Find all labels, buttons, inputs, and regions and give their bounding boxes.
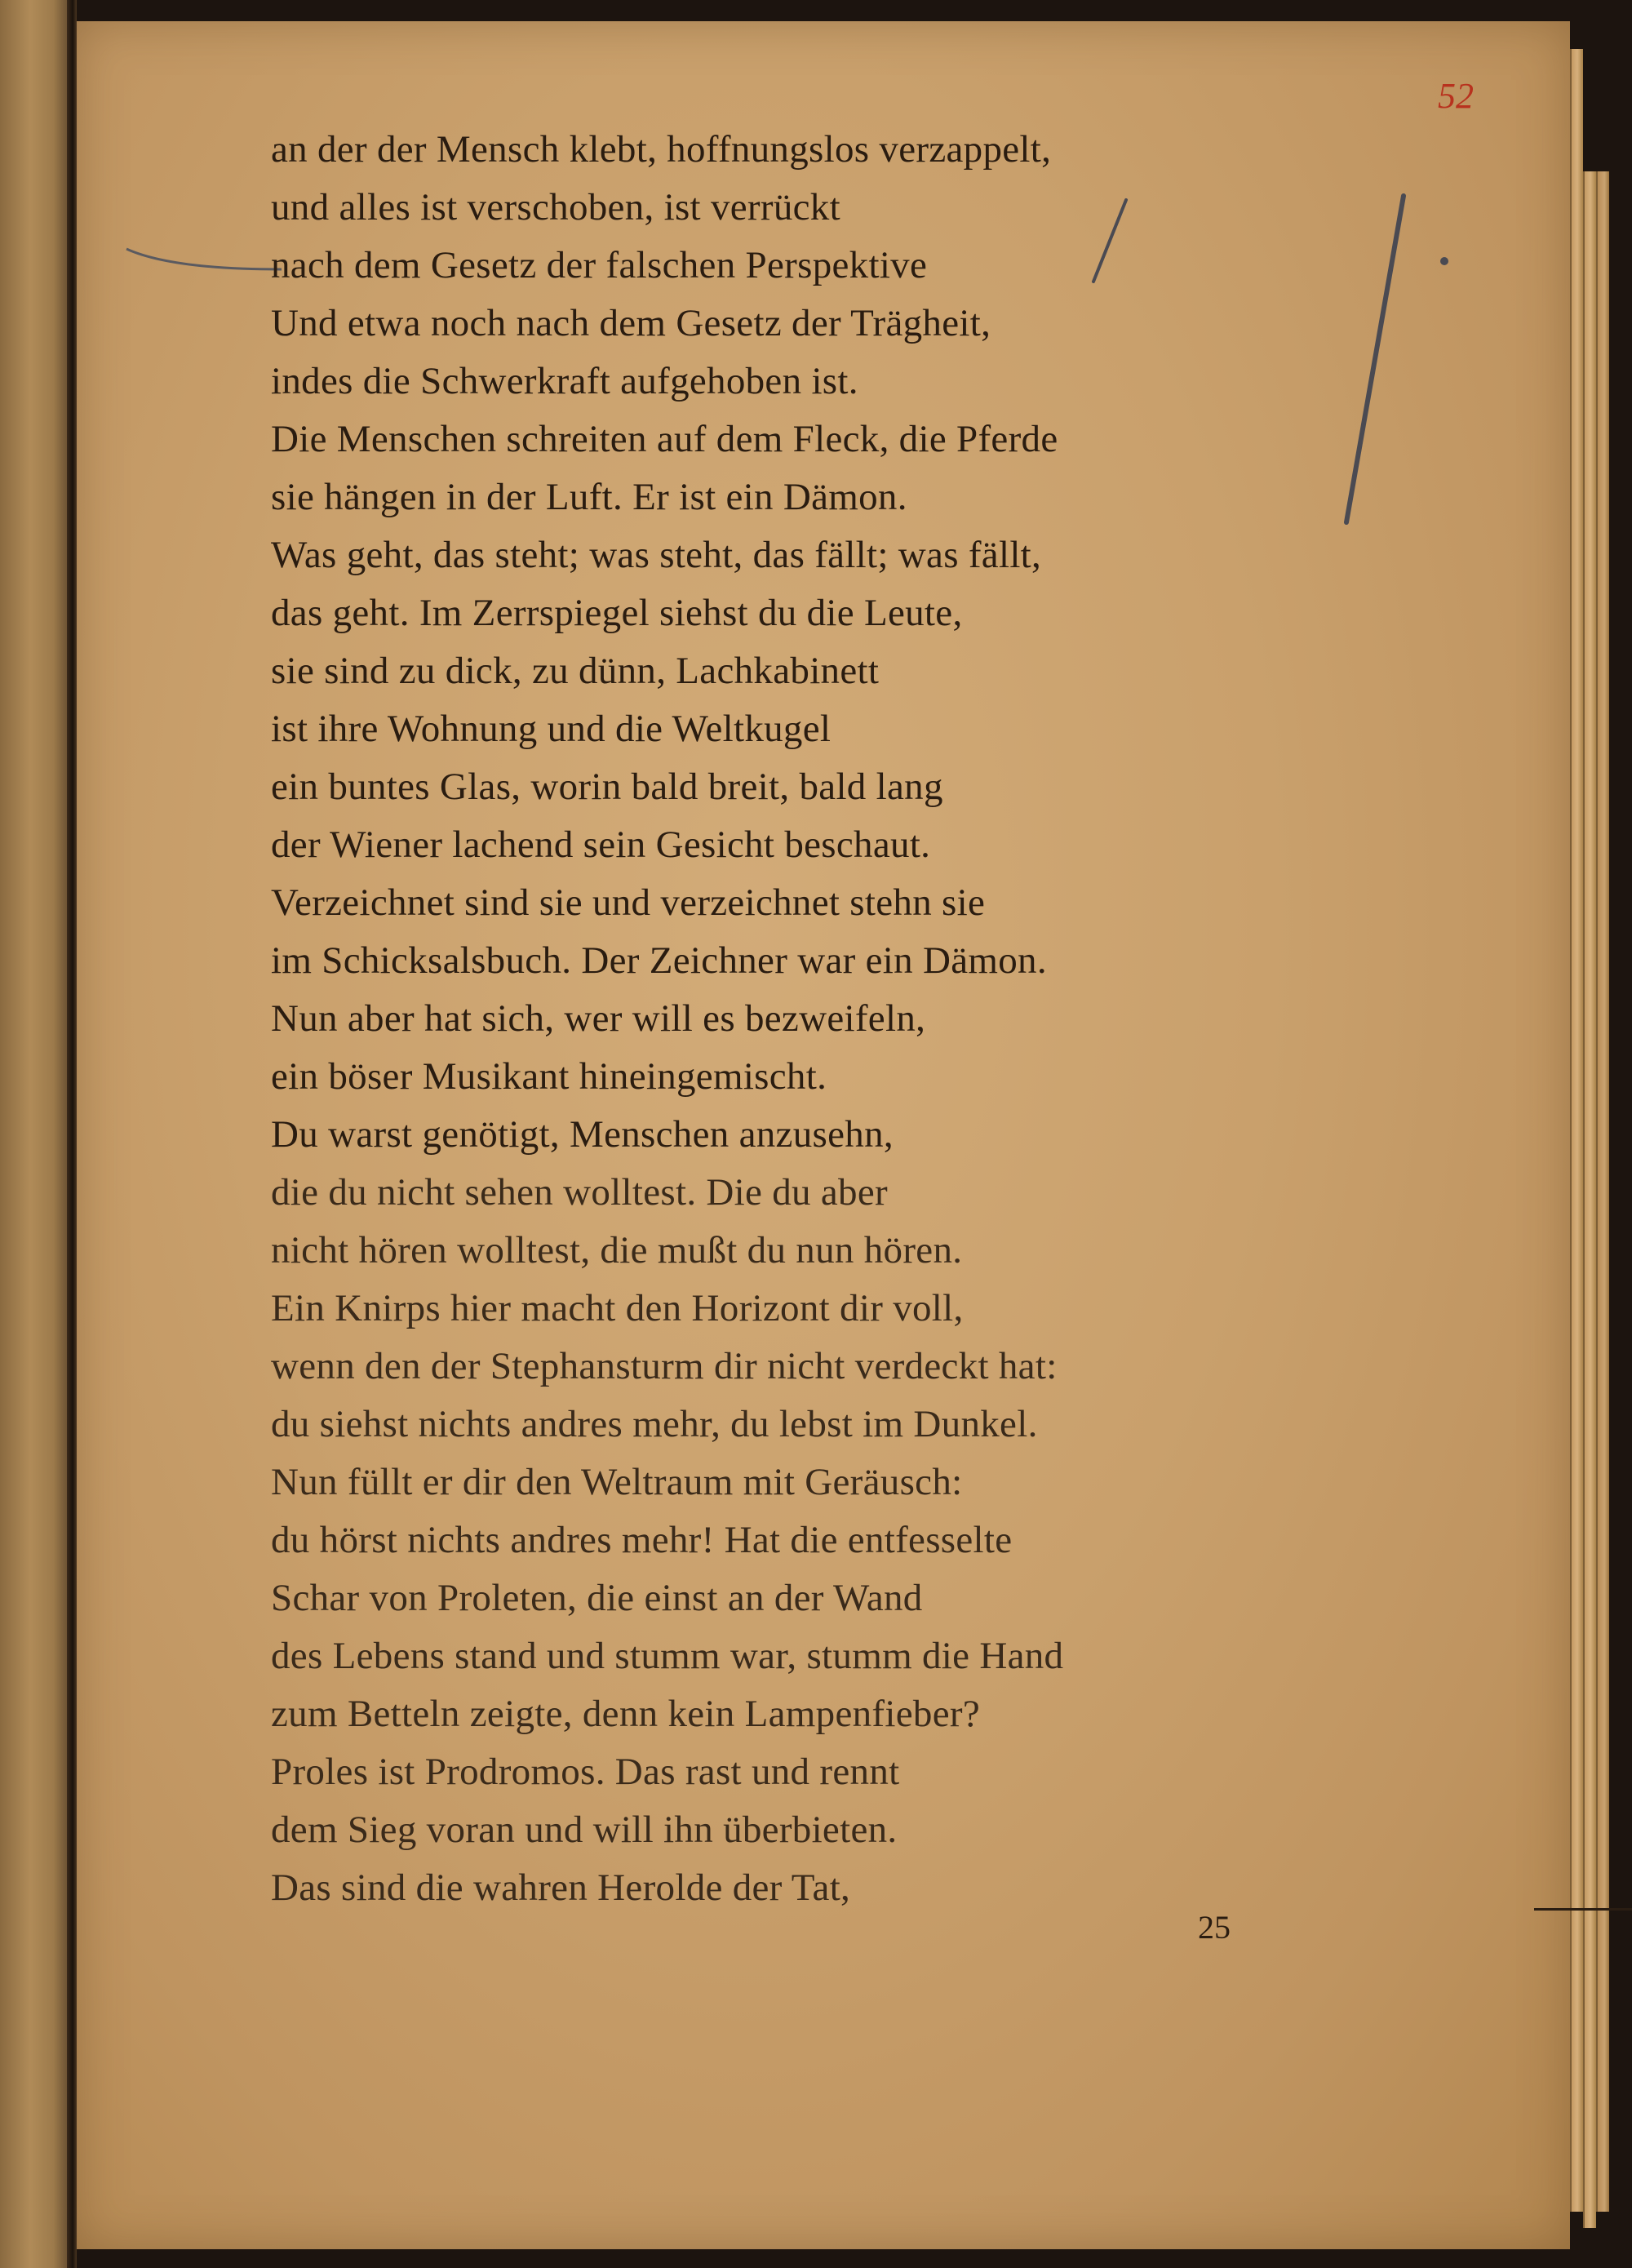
text-line: an der der Mensch klebt, hoffnungslos verzappelt,: [271, 128, 1052, 171]
text-line: wenn den der Stephansturm dir nicht verdeckt hat:: [271, 1345, 1058, 1387]
text-line: zum Betteln zeigte, denn kein Lampenfieber?: [271, 1693, 980, 1735]
page-edge: [1583, 171, 1596, 2228]
text-line: nach dem Gesetz der falschen Perspektive: [271, 244, 928, 286]
text-line: du siehst nichts andres mehr, du lebst im Dunkel.: [271, 1403, 1038, 1445]
text-line: nicht hören wolltest, die mußt du nun hören.: [271, 1229, 963, 1272]
folio-annotation: 52: [1438, 76, 1474, 116]
text-line: der Wiener lachend sein Gesicht beschaut.: [271, 823, 931, 866]
text-line: Verzeichnet sind sie und verzeichnet stehn sie: [271, 881, 986, 924]
text-line: das geht. Im Zerrspiegel siehst du die Leute,: [271, 592, 963, 634]
poem-text-block: [271, 121, 1356, 1917]
text-line: Nun aber hat sich, wer will es bezweifeln,: [271, 997, 926, 1040]
text-line: indes die Schwerkraft aufgehoben ist.: [271, 360, 858, 402]
text-line: die du nicht sehen wolltest. Die du aber: [271, 1171, 888, 1214]
text-line: du hörst nichts andres mehr! Hat die entfesselte: [271, 1519, 1013, 1561]
book-gutter: [67, 0, 77, 2268]
text-line: ein böser Musikant hineingemischt.: [271, 1055, 827, 1098]
text-line: Du warst genötigt, Menschen anzusehn,: [271, 1113, 894, 1156]
text-line: Schar von Proleten, die einst an der Wand: [271, 1577, 923, 1619]
text-line: des Lebens stand und stumm war, stumm die Hand: [271, 1635, 1064, 1677]
text-line: Ein Knirps hier macht den Horizont dir voll,: [271, 1287, 964, 1329]
text-line: dem Sieg voran und will ihn überbieten.: [271, 1809, 898, 1851]
text-line: sie hängen in der Luft. Er ist ein Dämon.: [271, 476, 907, 518]
facing-page-edge: [0, 0, 67, 2268]
text-line: ein buntes Glas, worin bald breit, bald lang: [271, 766, 943, 808]
page-edge: [1596, 171, 1609, 2212]
text-line: ist ihre Wohnung und die Weltkugel: [271, 708, 832, 750]
pencil-dot-icon: [1436, 253, 1452, 269]
text-line: sie sind zu dick, zu dünn, Lachkabinett: [271, 650, 880, 692]
page-edge-shadow: [1534, 1908, 1632, 1911]
text-line: Nun füllt er dir den Weltraum mit Geräusch:: [271, 1461, 963, 1503]
text-line: im Schicksalsbuch. Der Zeichner war ein Dämon.: [271, 939, 1047, 982]
pencil-underline-icon: [122, 245, 286, 277]
text-line: Proles ist Prodromos. Das rast und rennt: [271, 1751, 900, 1793]
text-line: Die Menschen schreiten auf dem Fleck, die Pferde: [271, 418, 1058, 460]
text-line: Und etwa noch nach dem Gesetz der Trägheit,: [271, 302, 991, 344]
text-line: Das sind die wahren Herolde der Tat,: [271, 1866, 851, 1909]
text-line: Was geht, das steht; was steht, das fällt; was fällt,: [271, 534, 1042, 576]
text-line: und alles ist verschoben, ist verrückt: [271, 186, 840, 229]
page-edge: [1570, 49, 1583, 2212]
page-number: 25: [1198, 1909, 1231, 1946]
